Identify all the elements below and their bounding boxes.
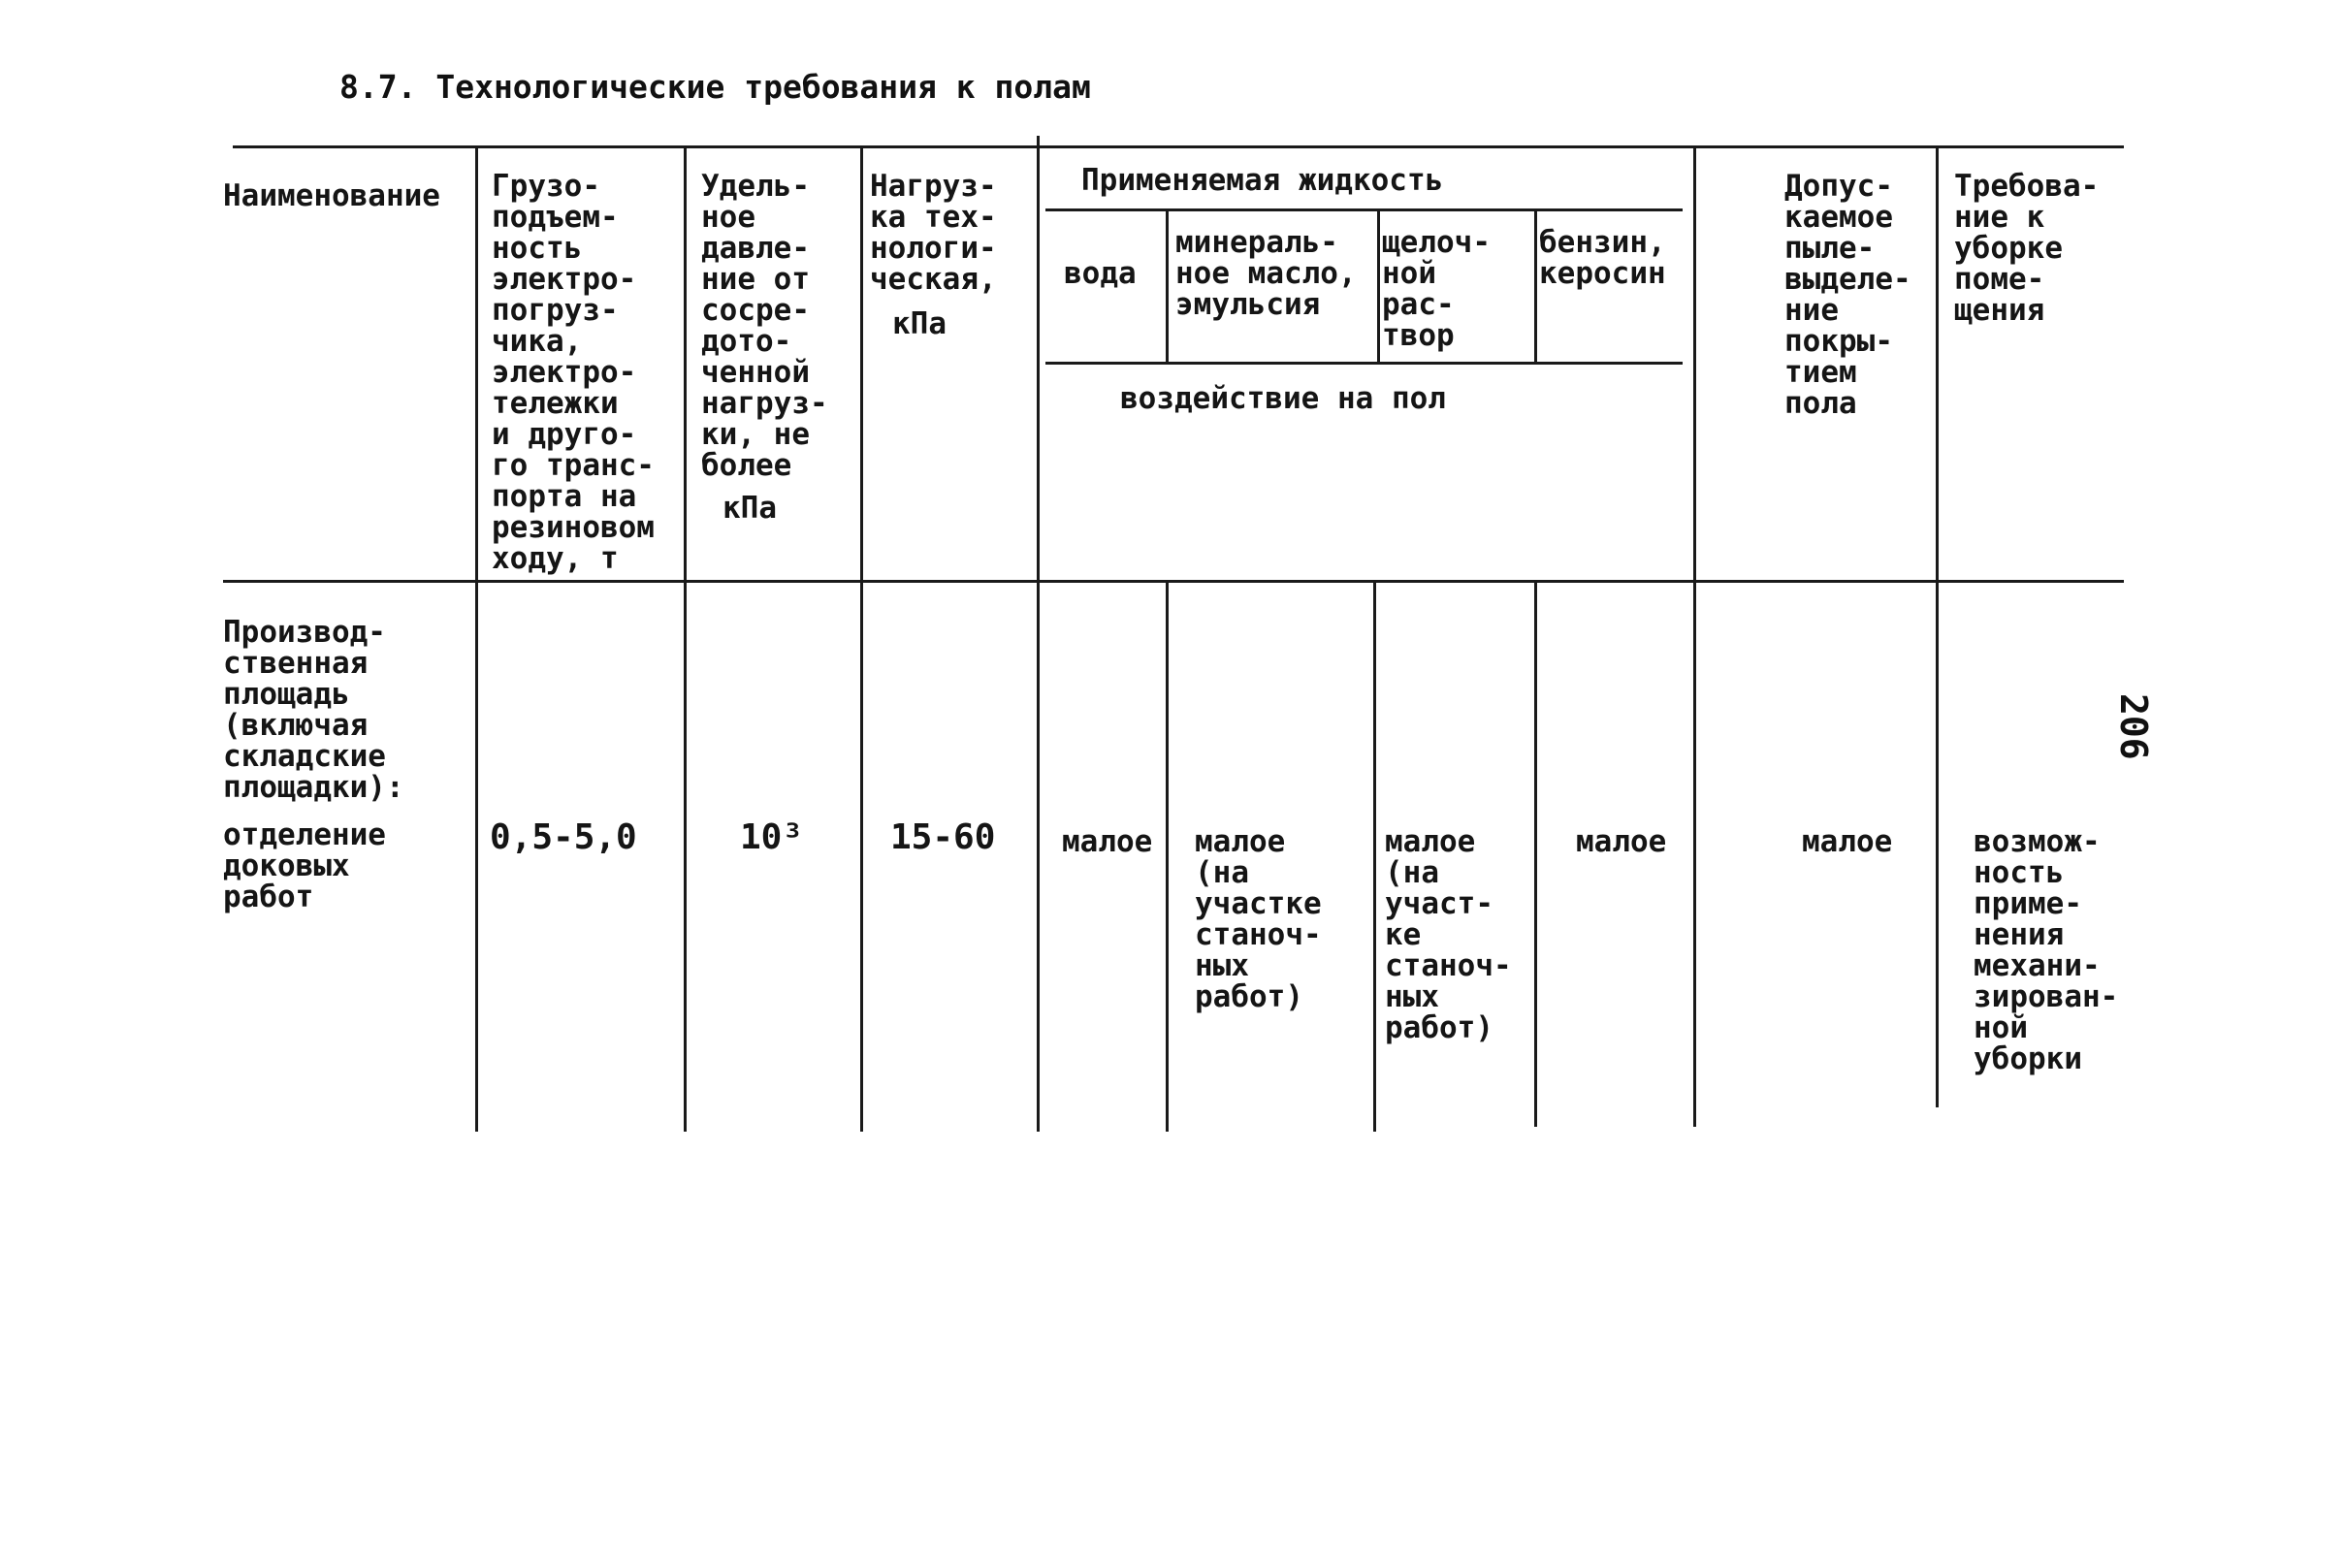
table-top-rule	[233, 145, 2124, 148]
row-load: 15-60	[890, 817, 996, 857]
header-pressure: Удель- ное давле- ние от сосре- дото- ченной нагруз- ки, не более	[701, 169, 828, 483]
row-pressure: 10³	[740, 817, 804, 857]
header-cleaning: Требова- ние к уборке поме- щения	[1954, 169, 2100, 328]
liquid-subcolumn-divider	[1166, 211, 1169, 365]
header-liquid-oil: минераль- ное масло, эмульсия	[1175, 225, 1357, 322]
row-group-name: Производ- ственная площадь (включая складские площадки):	[223, 615, 404, 805]
liquid-subcolumn-divider	[1377, 211, 1380, 365]
liquid-subcolumn-divider	[1373, 582, 1376, 1132]
header-name: Наименование	[223, 178, 440, 213]
row-alkali: малое (на участ- ке станоч- ных работ)	[1385, 824, 1512, 1045]
liquid-impact-rule	[1045, 362, 1683, 365]
header-pressure-unit: кПа	[722, 491, 777, 526]
liquid-subcolumn-divider	[1534, 211, 1537, 365]
section-title: 8.7. Технологические требования к полам	[339, 68, 1091, 106]
row-capacity: 0,5-5,0	[490, 817, 637, 857]
header-load-unit: кПа	[892, 306, 947, 341]
column-divider	[1037, 136, 1040, 1132]
column-divider	[1693, 147, 1696, 1127]
header-capacity: Грузо- подъем- ность электро- погруз- чика, электро- тележки и друго- го транс- порта на резиновом ходу, т	[492, 169, 655, 576]
liquid-header-rule	[1045, 208, 1683, 211]
page-number: 206	[2112, 693, 2155, 760]
row-cleaning: возмож- ность приме- нения механи- зирован- ной уборки	[1974, 824, 2119, 1076]
header-bottom-rule	[223, 580, 2124, 583]
header-dust: Допус- каемое пыле- выделе- ние покры- тием пола	[1784, 169, 1911, 421]
column-divider	[684, 147, 687, 1132]
header-load: Нагруз- ка тех- нологи- ческая,	[870, 169, 997, 297]
liquid-subcolumn-divider	[1534, 582, 1537, 1127]
column-divider	[860, 147, 863, 1132]
column-divider	[1936, 147, 1939, 1107]
header-liquid-alkali: щелоч- ной рас- твор	[1382, 225, 1491, 353]
header-liquid-impact: воздействие на пол	[1120, 381, 1446, 416]
header-liquid-fuel: бензин, керосин	[1539, 225, 1666, 291]
row-fuel: малое	[1576, 824, 1667, 859]
row-dust: малое	[1802, 824, 1893, 859]
row-water: малое	[1062, 824, 1153, 859]
row-name: отделение доковых работ	[223, 817, 386, 914]
header-liquid-water: вода	[1064, 256, 1137, 291]
liquid-subcolumn-divider	[1166, 582, 1169, 1132]
column-divider	[475, 147, 478, 1132]
row-oil: малое (на участке станоч- ных работ)	[1195, 824, 1322, 1014]
header-liquid-group: Применяемая жидкость	[1081, 163, 1444, 198]
